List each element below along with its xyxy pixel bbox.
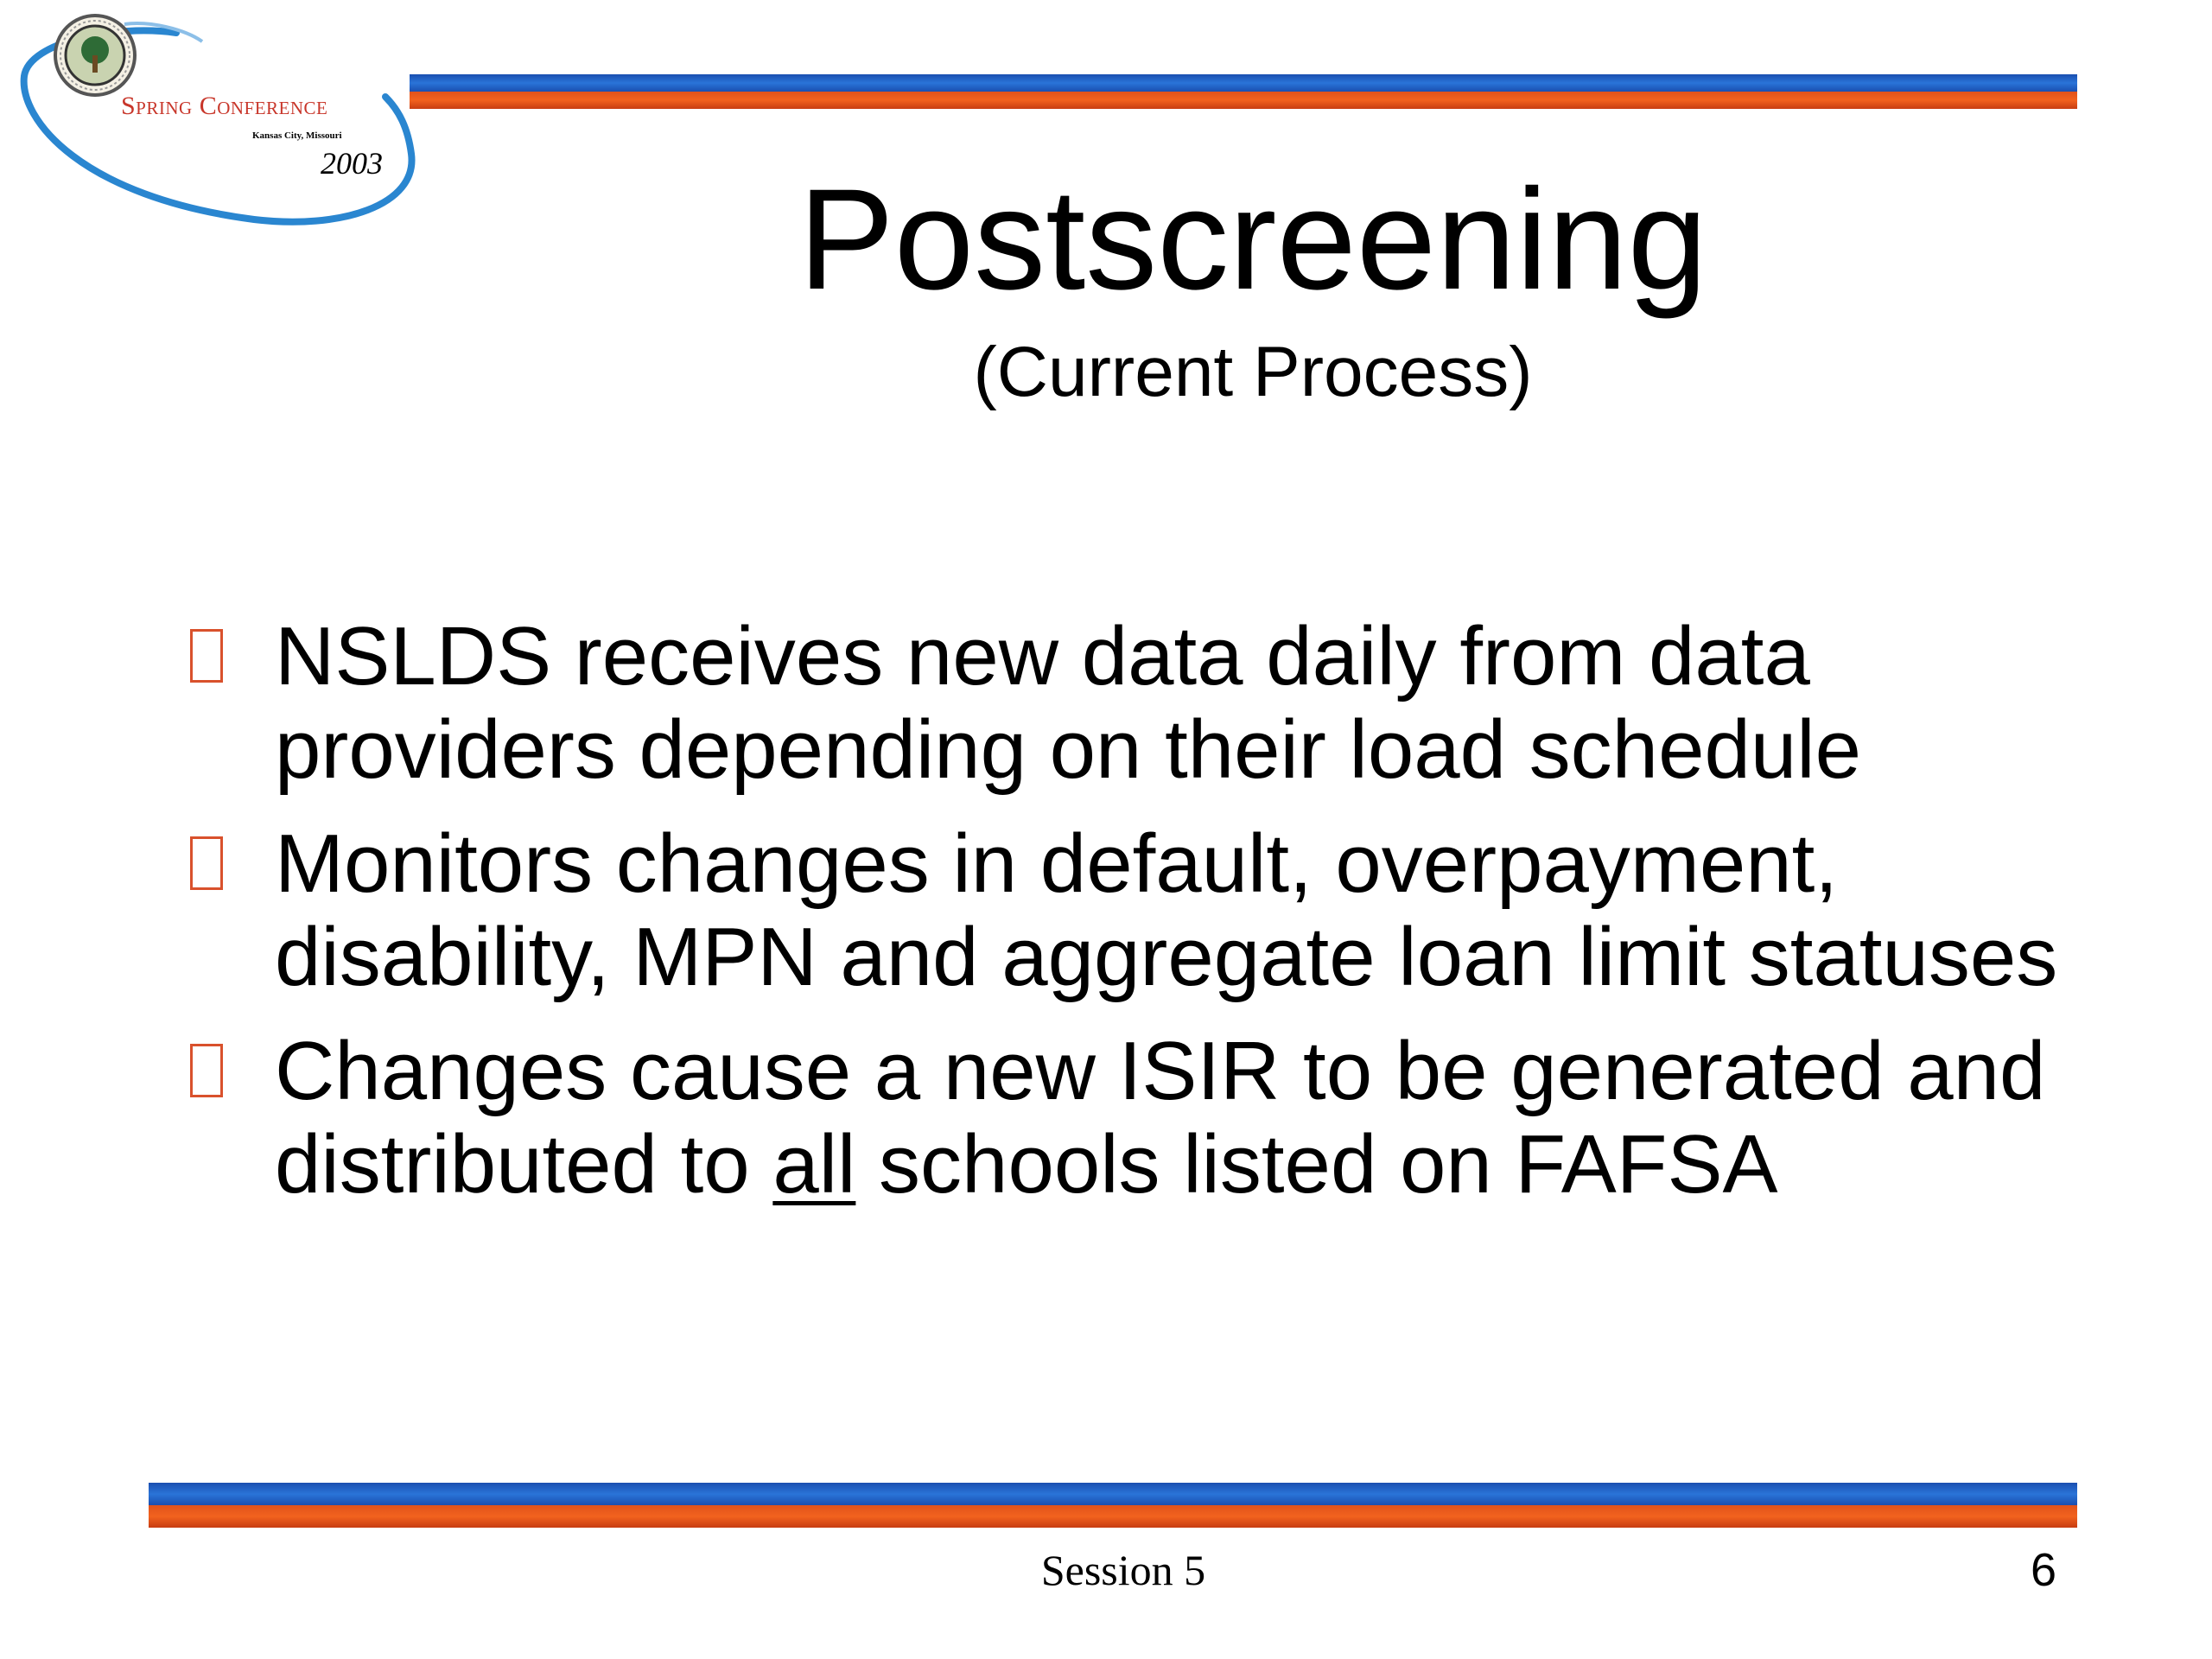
- logo-city: Kansas City, Missouri: [252, 130, 342, 141]
- bullet-text-emphasis: all: [772, 1118, 856, 1211]
- bullet-box-icon: [190, 836, 223, 890]
- bullet-box-icon: [190, 1044, 223, 1097]
- bullet-text: NSLDS receives new data daily from data providers depending on their load schedule: [275, 610, 1861, 796]
- bullet-text: Monitors changes in default, overpayment, disability, MPN and aggregate loan limit statuses: [275, 817, 2058, 1003]
- page-number: 6: [2030, 1544, 2056, 1596]
- bullet-text-before: Changes cause a new ISIR to be generated and distributed to: [275, 1025, 2046, 1211]
- logo-title: Spring Conference: [121, 92, 328, 120]
- slide-title: Postscreening: [798, 160, 1707, 320]
- conference-logo: [12, 7, 418, 232]
- department-seal-icon: [55, 16, 135, 95]
- list-item: [188, 817, 2072, 1004]
- footer-session: Session 5: [1040, 1546, 1206, 1594]
- list-item: [188, 610, 2072, 797]
- bullet-box-icon: [190, 629, 223, 683]
- list-item: [188, 1025, 2072, 1211]
- slide-subtitle: (Current Process): [973, 333, 1533, 411]
- bottom-divider: [149, 1483, 2077, 1528]
- bullet-list: [188, 610, 2072, 1232]
- top-divider: [410, 74, 2077, 109]
- logo-year: 2003: [321, 146, 383, 181]
- bullet-text-after: schools listed on FAFSA: [855, 1118, 1778, 1211]
